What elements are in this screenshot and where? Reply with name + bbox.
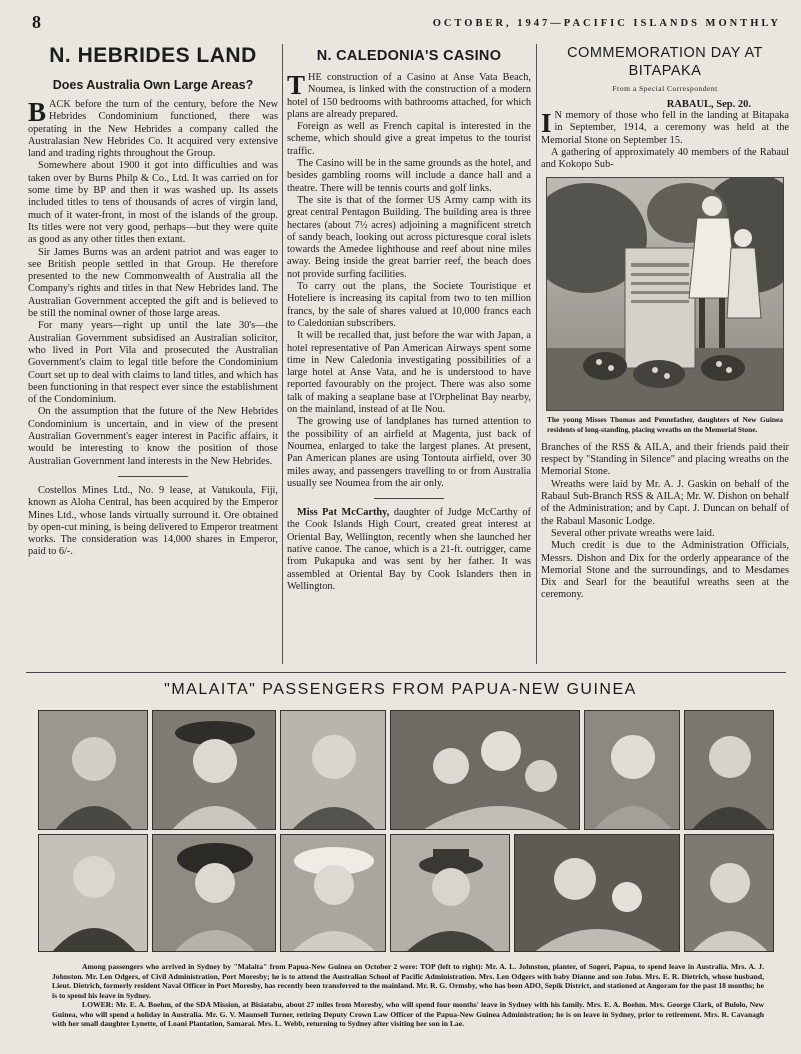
- passenger-photo: [280, 710, 386, 830]
- passenger-photo: [38, 834, 148, 952]
- memorial-stone-photo: [546, 177, 784, 411]
- article-paragraph: For many years—right up until the late 30's—the Australian Government subsidised an Australian solicitor, who lived in Port Vila and prosecuted the Australian Government's claim to legal title before the Condominium Court set up to deal with claims to land titles, and which has been functioning in that respect ever since the establishment of the Condominium.: [28, 320, 278, 406]
- article-commemoration-day: [541, 44, 789, 602]
- drop-cap: B: [28, 97, 47, 127]
- column-divider: [536, 44, 537, 664]
- portrait-man-icon: [281, 711, 386, 830]
- article-paragraph: Much credit is due to the Administration Officials, Messrs. Dishon and Dix for the orderly appearance of the Memorial Stone and the surroundings, and to Mesdames Dix and Searl for the beautiful wreaths seen at the ceremony.: [541, 540, 789, 601]
- article-paragraph: A gathering of approximately 40 members of the Rabaul and Kokopo Sub-: [541, 146, 789, 171]
- memorial-photo-illustration: [547, 178, 784, 411]
- article-paragraph: On the assumption that the future of the New Hebrides Condominium is uncertain, and in view of the present Australian Government's eager interest in Pacific affairs, it would be interesting to know the position of those Australian Government land interests in the New Hebrides.: [28, 406, 278, 467]
- article-paragraph: Branches of the RSS & AILA, and their friends paid their respect by "Standing in Silence" and placing wreaths on the Memorial Stone.: [541, 441, 789, 478]
- portrait-woman-hat-icon: [153, 835, 276, 952]
- page-number: 8: [32, 12, 41, 32]
- article-paragraph: Sir James Burns was an ardent patriot and was eager to see British people settled in that Group. He therefore presented to the new Commonwealth of Australia all the Company's rights and titles in that New Hebrides land. The Australian Government accepted the gift and is believed to be still the nominal owner of those large areas.: [28, 246, 278, 320]
- article-subhead: Does Australia Own Large Areas?: [52, 78, 254, 92]
- portrait-man-icon: [39, 835, 148, 952]
- article-paragraph: Several other private wreaths were laid.: [551, 527, 715, 539]
- drop-cap: T: [287, 70, 306, 100]
- passenger-photo: [514, 834, 680, 952]
- article-paragraph: The site is that of the former US Army camp with its great central Pentagon Building. The building area is three hectares (about 7½ acres) adjoining a magnificent stretch of sandy beach, looking out across picturesque coral islets towards the Amedee lighthouse and reef about nine miles away. Being inside the great barrier reef, the beach does not provide surfing facilities.: [287, 194, 531, 280]
- portrait-family-icon: [391, 711, 580, 830]
- passenger-photo: [38, 710, 148, 830]
- article-paragraph: Wreaths were laid by Mr. A. J. Gaskin on behalf of the Rabaul Sub-Branch RSS & AILA; Mr. W. Dishon on behalf of the Administration; and by Capt. J. Duncan on behalf of the Rabaul Masonic Lodge.: [541, 478, 789, 527]
- news-item-mccarthy: Miss Pat McCarthy, daughter of Judge McCarthy of the Cook Islands High Court, created great interest at Oriental Bay, Wellington, recently when she launched her native canoe. The canoe, which is a 21-ft. outrigger, came from Pukapuka and was sent by her father. It was assembled at Oriental Bay by Cook Islanders then in Wellington.: [287, 507, 531, 592]
- article-headline: N. HEBRIDES LAND: [49, 44, 257, 67]
- portrait-woman-hat-icon: [153, 711, 276, 830]
- article-paragraph: Foreign as well as French capital is interested in the scheme, which should give a great impetus to the tourist traffic.: [287, 121, 531, 157]
- portrait-man-hat-icon: [391, 835, 510, 952]
- article-paragraph: I N memory of those who fell in the landing at Bitapaka in September, 1914, a ceremony was held at the Memorial Stone on September 15.: [541, 108, 789, 146]
- passenger-photo: [684, 710, 774, 830]
- portrait-man-icon: [685, 711, 774, 830]
- portrait-man-icon: [39, 711, 148, 830]
- article-headline: COMMEMORATION DAY AT BITAPAKA: [567, 45, 763, 79]
- divider: [374, 498, 444, 499]
- article-caledonia-casino: [287, 44, 531, 593]
- passenger-photo: [152, 710, 276, 830]
- article-byline: From a Special Correspondent: [612, 84, 718, 93]
- photo-caption: The young Misses Thomas and Pennefather, daughters of New Guinea residents of long-standing, placing wreaths on the Memorial Stone.: [547, 415, 783, 434]
- portrait-woman-hat-icon: [281, 835, 386, 952]
- section-divider: [26, 672, 786, 673]
- portrait-woman-icon: [685, 835, 774, 952]
- passenger-photo: [684, 834, 774, 952]
- passenger-photo: [390, 710, 580, 830]
- running-header: OCTOBER, 1947—PACIFIC ISLANDS MONTHLY: [432, 18, 781, 29]
- passenger-photo: [390, 834, 510, 952]
- article-paragraph: The growing use of landplanes has turned attention to the possibility of an airfield at Magenta, just back of Noumea, enlarged to take the largest planes. At present, Pan American planes are using Tontouta airfield, over 30 miles away, and passengers travelling to or from Australia usually see Noumea from the air only.: [287, 416, 531, 489]
- passenger-photo: [584, 710, 680, 830]
- passenger-photo-grid: [38, 710, 774, 952]
- drop-cap: I: [541, 108, 552, 138]
- column-divider: [282, 44, 283, 664]
- news-item-costellos-mines: Costellos Mines Ltd., No. 9 lease, at Vatukoula, Fiji, known as Aloha Central, has been acquired by the Emperor Mines Ltd., whose lands virtually surround it. Ore obtained by open-cut mining, is being delivered to Emperor treatment works. The consideration was 14,000 shares in Emperor, paid to 6/-.: [28, 484, 278, 558]
- article-paragraph: It will be recalled that, just before the war with Japan, a hotel representative of Pan American Airways spent some time in New Caledonia investigating possibilities of a large hotel at Anse Vata, and he is understood to have reported favourably on the project. There was also some talk of making a seaplane base at l'Orphelinat Bay nearby, on the mainland, instead of at Ile Nou.: [287, 330, 531, 416]
- article-paragraph: THE construction of a Casino at Anse Vata Beach, Noumea, is linked with the construction of a modern hotel of 150 bedrooms with bathrooms attached, for which plans are already prepared.: [287, 70, 531, 120]
- article-paragraph: The Casino will be in the same grounds as the hotel, and besides gambling rooms will include a dance hall and a theatre. There will be tennis courts and golf links.: [287, 158, 531, 194]
- article-headline: N. CALEDONIA'S CASINO: [316, 48, 502, 64]
- article-paragraph: To carry out the plans, the Societe Touristique et Hoteliere is increasing its capital from two to ten million francs, by the sale of shares valued at 10,000 francs each to Caledonian subscribers.: [287, 281, 531, 329]
- divider: [118, 476, 188, 477]
- article-paragraph: BACK before the turn of the century, before the New Hebrides Condominium functioned, there was operating in the New Hebrides a company called the Australasian New Hebrides Co. It acquired very extensive land and trading rights throughout the Group.: [28, 97, 278, 160]
- portrait-mother-child-icon: [515, 835, 680, 952]
- article-dateline: RABAUL, Sep. 20.: [666, 99, 751, 110]
- passenger-photo: [280, 834, 386, 952]
- article-paragraph: Somewhere about 1900 it got into difficulties and was taken over by Burns Philp & Co., Ltd. It was carried on for some time by BP and then it was washed up. Its assets included titles to tens of thousands of acres of virgin land, much of it water-front, in most of the islands of the group. Its titles were not very good, perhaps—but they were quite as good as any other titles then extant.: [28, 160, 278, 246]
- portrait-woman-icon: [585, 711, 680, 830]
- photo-feature-title: "MALAITA" PASSENGERS FROM PAPUA-NEW GUINEA: [164, 681, 637, 698]
- photo-feature-caption: Among passengers who arrived in Sydney by "Malaita" from Papua-New Guinea on October 2 were: TOP (left to right): Mr. A. L. Johnston, planter, of Sogeri, Papua, to spend leave in Australia. Mrs. A. J. Johnston. Mr. Len Odgers, of Civil Administration, Port Moresby; he is to attend the Australian School of Pacific Administration. Mrs. Len Odgers with baby Dianne and son John. Mrs. E. R. Dietrich, whose husband, Lieut. Dietrich, formerly resident Naval Officer in Port Moresby, has recently been transferred to the mainland. Mr. R. G. Ormsby, who has been ADO, Sepik District, and stationed at Angoram for the past 18 months; he is to spend his leave in Sydney. LOWER: Mr. E. A. Boehm, of the SDA Mission, at Bisiatabu, about 27 miles from Moresby, who will spend four months' leave in Sydney with his family. Mrs. E. A. Boehm. Mrs. George Clark, of Bulolo, New Guinea, who will spend a holiday in Australia. Mr. G. V. Maunsell Turner, retiring Deputy Crown Law Officer of the Papua-New Guinea Administration; he is on leave in Sydney, prior to retirement. Mrs. R. Cavanagh with her small daughter Lynette, of Loani Plantation, Samarai. Mrs. L. Webb, returning to Sydney after visiting her son in Lae.: [52, 962, 764, 1028]
- article-new-hebrides-land: [28, 44, 278, 559]
- passenger-photo: [152, 834, 276, 952]
